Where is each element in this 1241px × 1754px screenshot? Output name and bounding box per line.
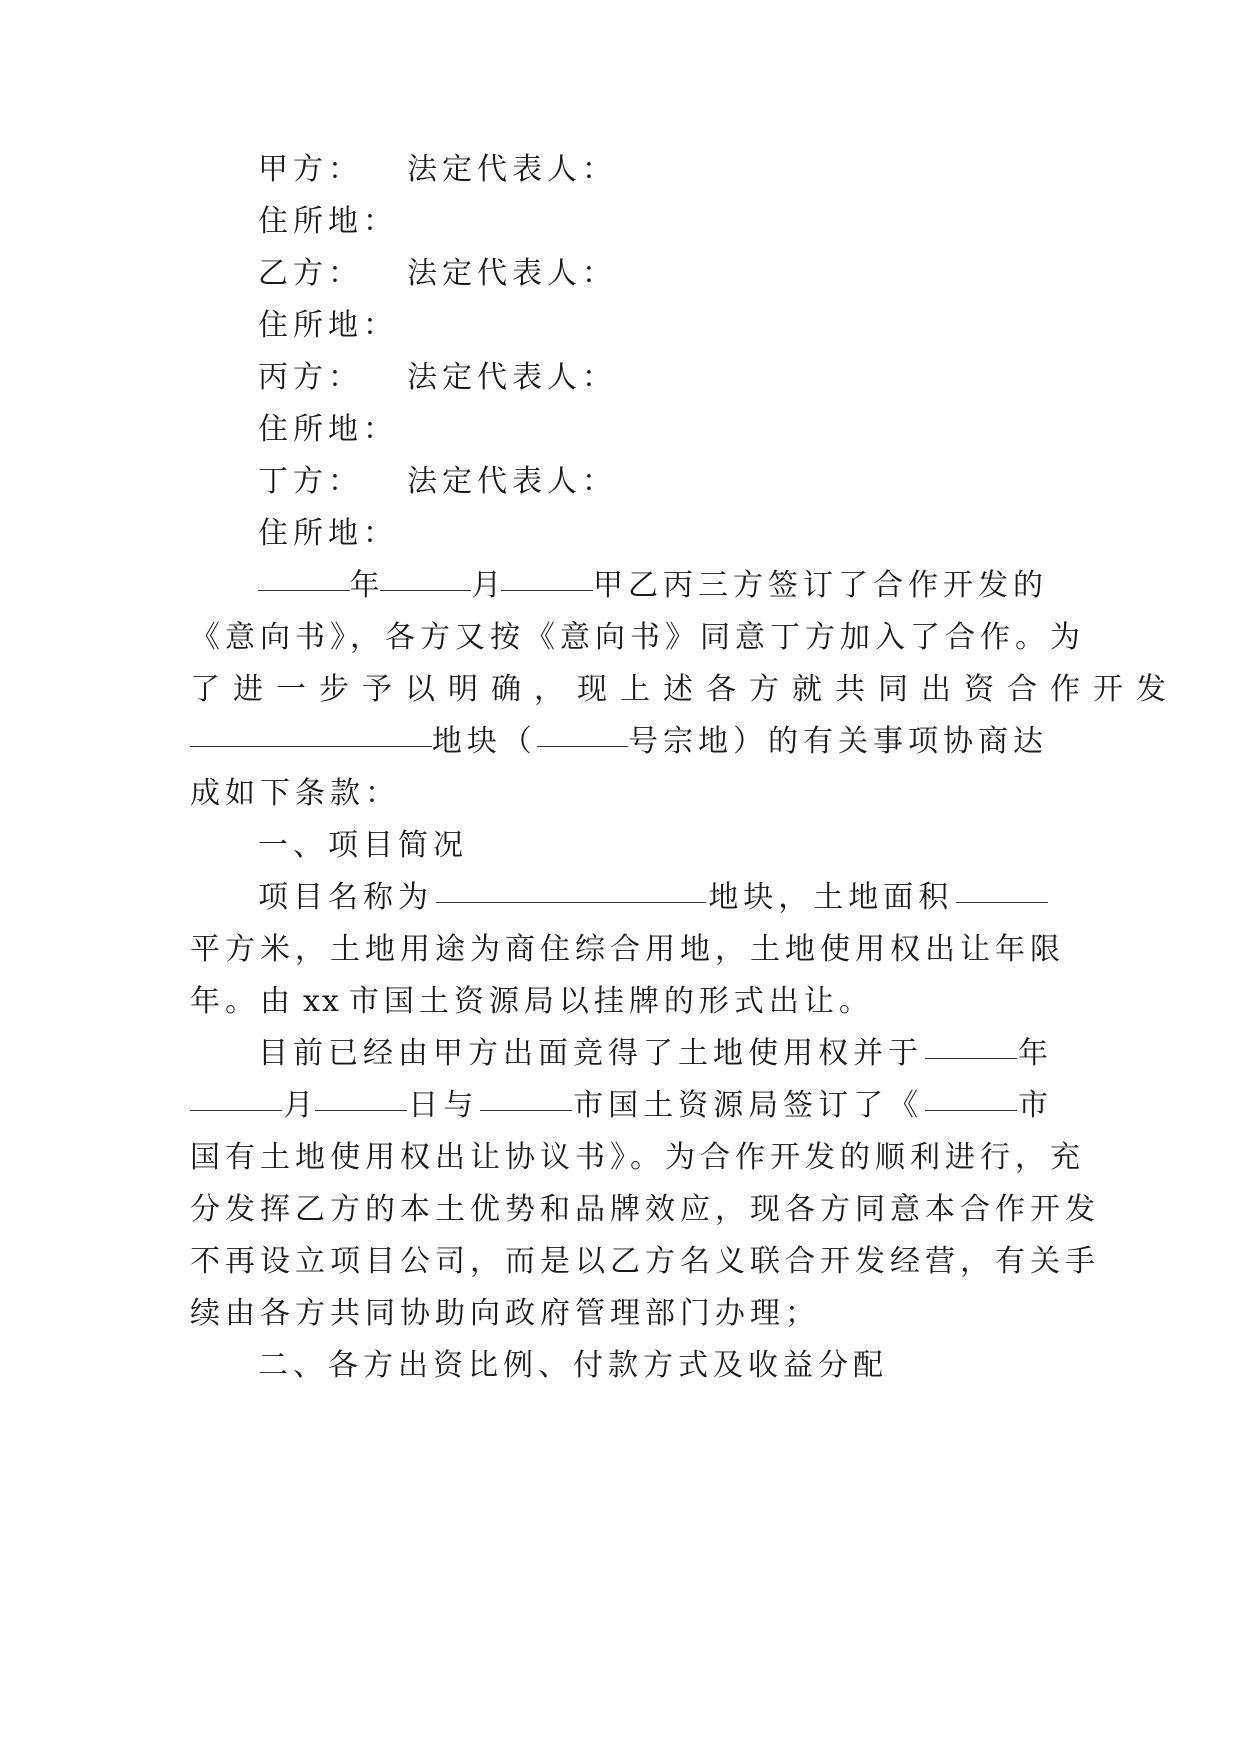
city-placeholder-text: xx <box>303 984 341 1019</box>
blank-sign-year <box>925 1034 1017 1059</box>
intro-line-3: 了进一步予以明确，现上述各方就共同出资合作开发 <box>190 672 1179 707</box>
party-b-line <box>258 254 617 294</box>
blank-year <box>258 566 350 591</box>
section-2-heading: 二、各方出资比例、付款方式及收益分配 <box>258 1348 888 1383</box>
party-d-rep-label: 法定代表人： <box>407 464 617 499</box>
project-line-3 <box>190 982 874 1022</box>
project-name-text: 项目名称为 <box>258 880 433 915</box>
project-bureau-text: 市国土资源局以挂牌的形式出让。 <box>348 984 874 1019</box>
project-line-1 <box>258 878 1048 918</box>
party-b-rep-label: 法定代表人： <box>407 256 617 291</box>
party-a-rep-label: 法定代表人： <box>407 152 617 187</box>
blank-day <box>501 566 593 591</box>
status-bureau-text: 市国土资源局签订了《 <box>573 1088 924 1123</box>
status-line-6: 续由各方共同协助向政府管理部门办理； <box>190 1296 820 1331</box>
blank-sign-month <box>190 1086 282 1111</box>
party-c-rep-label: 法定代表人： <box>407 360 617 395</box>
status-line-4: 分发挥乙方的本土优势和品牌效应，现各方同意本合作开发 <box>190 1192 1100 1227</box>
status-day-text: 日与 <box>408 1088 479 1123</box>
intro-line-2: 《意向书》，各方又按《意向书》同意丁方加入了合作。为 <box>190 620 1085 655</box>
section-1-heading: 一、项目简况 <box>258 828 468 863</box>
status-year-text: 年 <box>1018 1036 1048 1071</box>
party-c-address-label: 住所地： <box>258 412 398 447</box>
status-line-3: 国有土地使用权出让协议书》。为合作开发的顺利进行，充 <box>190 1140 1085 1175</box>
party-a-address-label: 住所地： <box>258 204 398 239</box>
party-d-line <box>258 462 617 502</box>
blank-month <box>380 566 472 591</box>
status-line-2 <box>190 1086 1048 1126</box>
blank-area <box>956 878 1048 903</box>
status-line-1 <box>258 1034 1048 1074</box>
intro-month-text: 月 <box>471 568 502 603</box>
party-d-address-label: 住所地： <box>258 516 398 551</box>
blank-project-name <box>436 878 706 903</box>
intro-line-4 <box>190 722 1048 762</box>
party-c-label: 丙方： <box>258 360 363 395</box>
intro-line-4-text: 号宗地）的有关事项协商达 <box>628 724 1048 759</box>
intro-line-1 <box>258 566 1048 606</box>
project-area-text: 地块，土地面积 <box>708 880 954 915</box>
party-c-line <box>258 358 617 398</box>
party-b-address-label: 住所地： <box>258 308 398 343</box>
project-year-text: 年。由 <box>190 984 295 1019</box>
blank-city <box>480 1086 572 1111</box>
status-month-text: 月 <box>283 1088 314 1123</box>
intro-line-1-text: 甲乙丙三方签订了合作开发的 <box>593 568 1049 603</box>
blank-sign-day <box>315 1086 407 1111</box>
party-a-label: 甲方： <box>258 152 363 187</box>
blank-city-2 <box>925 1086 1017 1111</box>
intro-line-5: 成如下条款： <box>190 776 400 811</box>
party-d-label: 丁方： <box>258 464 363 499</box>
intro-year-text: 年 <box>349 568 380 603</box>
status-text: 目前已经由甲方出面竞得了土地使用权并于 <box>258 1036 923 1071</box>
party-a-line <box>258 150 617 190</box>
project-line-2: 平方米，土地用途为商住综合用地，土地使用权出让年限 <box>190 932 1065 967</box>
party-b-label: 乙方： <box>258 256 363 291</box>
blank-lot-number <box>537 722 628 747</box>
status-city-text: 市 <box>1017 1088 1048 1123</box>
intro-plot-text: 地块（ <box>431 724 537 759</box>
blank-plot <box>190 722 432 747</box>
status-line-5: 不再设立项目公司，而是以乙方名义联合开发经营，有关手 <box>190 1244 1100 1279</box>
